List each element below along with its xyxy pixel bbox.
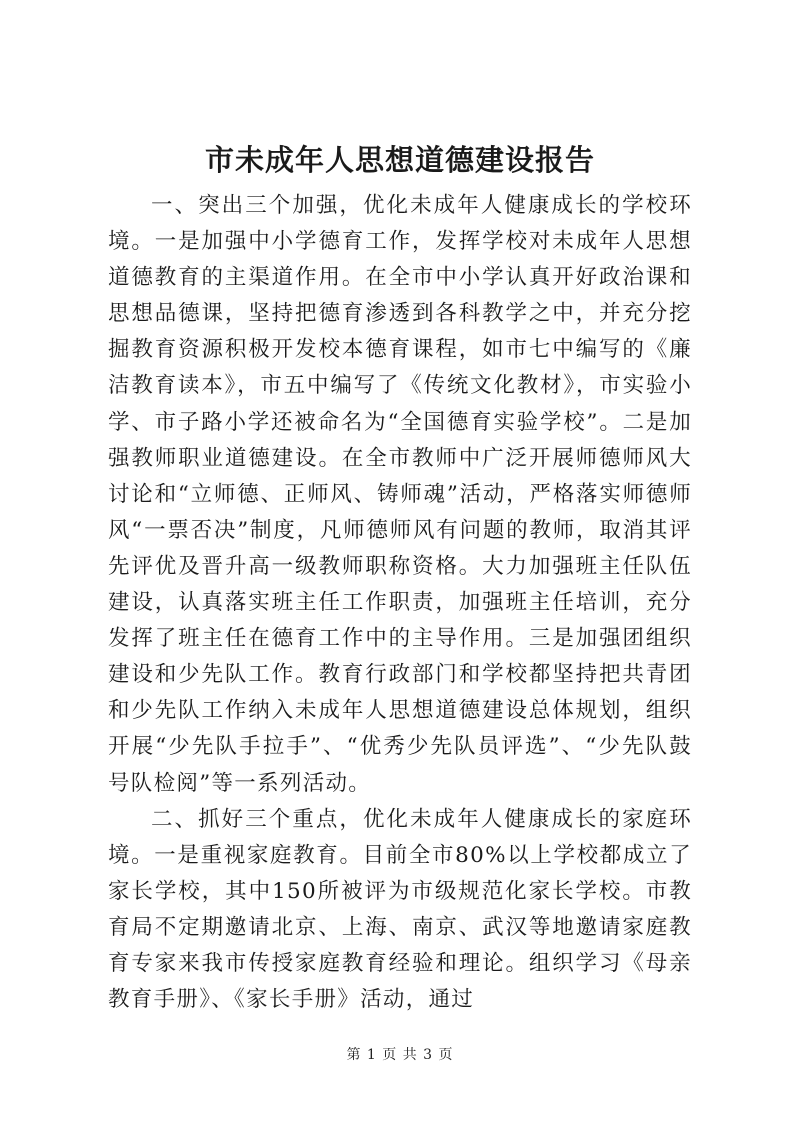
page-number-footer: 第 1 页 共 3 页 <box>346 1047 454 1063</box>
document-body <box>108 188 692 1018</box>
document-title: 市未成年人思想道德建设报告 <box>204 143 595 177</box>
paragraph-2: 二、抓好三个重点，优化未成年人健康成长的家庭环境。一是重视家庭教育。目前全市80%以上学校都成立了家长学校，其中150所被评为市级规范化家长学校。市教育局不定期邀请北京、上海、南京、武汉等地邀请家庭教育专家来我市传授家庭教育经验和理论。组织学习《母亲教育手册》、《家长手册》活动，通过 <box>108 806 692 1013</box>
paragraph-1: 一、突出三个加强，优化未成年人健康成长的学校环境。一是加强中小学德育工作，发挥学校对未成年人思想道德教育的主渠道作用。在全市中小学认真开好政治课和思想品德课，坚持把德育渗透到各科教学之中，并充分挖掘教育资源积极开发校本德育课程，如市七中编写的《廉洁教育读本》，市五中编写了《传统文化教材》，市实验小学、市子路小学还被命名为“全国德育实验学校”。二是加强教师职业道德建设。在全市教师中广泛开展师德师风大讨论和“立师德、正师风、铸师魂”活动，严格落实师德师风“一票否决”制度，凡师德师风有问题的教师，取消其评先评优及晋升高一级教师职称资格。大力加强班主任队伍建设，认真落实班主任工作职责，加强班主任培训，充分发挥了班主任在德育工作中的主导作用。三是加强团组织建设和少先队工作。教育行政部门和学校都坚持把共青团和少先队工作纳入未成年人思想道德建设总体规划，组织开展“少先队手拉手”、“优秀少先队员评选”、“少先队鼓号队检阅”等一系列活动。 <box>108 193 692 796</box>
